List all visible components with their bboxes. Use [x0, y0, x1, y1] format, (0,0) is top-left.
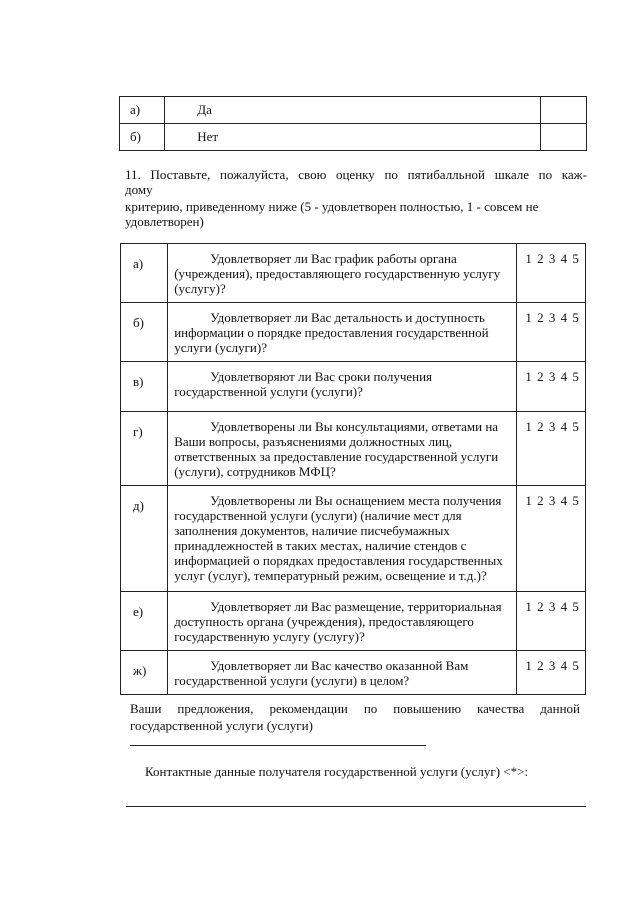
score-scale[interactable]: 1 2 3 4 5: [517, 651, 586, 695]
criterion-question: [168, 592, 517, 651]
question-line: принадлежностей в таких местах, наличие стендов с: [174, 538, 467, 553]
question-line: Ваши вопросы, разъяснениями должностных лиц,: [174, 434, 453, 449]
rating-table: [120, 243, 586, 695]
answer-cell[interactable]: [541, 124, 587, 151]
rating-row: [121, 651, 586, 695]
question-line: Удовлетворяет ли Вас график работы органа: [210, 251, 457, 266]
yes-no-table: [119, 96, 587, 151]
suggestions-line: государственной услуги (услуги): [130, 718, 313, 733]
criterion-question: [168, 486, 517, 592]
question-line: Удовлетворены ли Вы консультациями, ответами на: [210, 419, 499, 434]
criterion-question: [168, 412, 517, 486]
question-line: Удовлетворяет ли Вас детальность и доступность: [210, 310, 485, 325]
question-11-line: 11. Поставьте, пожалуйста, свою оценку по пятибалльной шкале по каж-: [125, 167, 587, 182]
row-letter: в): [121, 362, 168, 412]
row-letter: ж): [121, 651, 168, 695]
question-line: (учреждения), предоставляющего государственную услугу: [174, 266, 501, 281]
score-scale[interactable]: 1 2 3 4 5: [517, 412, 586, 486]
rating-row: [121, 412, 586, 486]
contact-input-line[interactable]: [126, 806, 586, 807]
question-line: государственную услугу (услугу)?: [174, 629, 365, 644]
suggestions-prompt: [130, 700, 580, 734]
criterion-question: [168, 244, 517, 303]
question-line: Удовлетворены ли Вы оснащением места получения: [210, 493, 502, 508]
rating-row: [121, 592, 586, 651]
row-letter: а): [120, 97, 165, 124]
answer-yes: Да: [165, 97, 541, 124]
row-letter: д): [121, 486, 168, 592]
row-letter: б): [120, 124, 165, 151]
question-11-line: критерию, приведенному ниже (5 - удовлетворен полностью, 1 - совсем не: [125, 199, 539, 214]
answer-cell[interactable]: [541, 97, 587, 124]
question-11: [125, 167, 587, 229]
question-11-line: удовлетворен): [125, 214, 204, 229]
table-row: [120, 97, 587, 124]
row-letter: е): [121, 592, 168, 651]
score-scale[interactable]: 1 2 3 4 5: [517, 244, 586, 303]
rating-row: [121, 362, 586, 412]
suggestions-input-line[interactable]: [130, 745, 426, 746]
question-line: информацией о порядках предоставления государственных: [174, 553, 503, 568]
score-scale[interactable]: 1 2 3 4 5: [517, 362, 586, 412]
question-line: заполнения документов, наличие писчебумажных: [174, 523, 450, 538]
question-line: (услуги), сотрудников МФЦ?: [174, 464, 336, 479]
row-letter: а): [121, 244, 168, 303]
score-scale[interactable]: 1 2 3 4 5: [517, 303, 586, 362]
question-line: государственной услуги (услуги)?: [174, 384, 363, 399]
suggestions-line: Ваши предложения, рекомендации по повышению качества данной: [130, 701, 580, 716]
criterion-question: [168, 362, 517, 412]
score-scale[interactable]: 1 2 3 4 5: [517, 592, 586, 651]
contact-label: Контактные данные получателя государственной услуги (услуг) <*>:: [145, 764, 529, 779]
criterion-question: [168, 303, 517, 362]
question-line: Удовлетворяют ли Вас сроки получения: [210, 369, 433, 384]
question-line: Удовлетворяет ли Вас размещение, территориальная: [210, 599, 502, 614]
question-line: услуги (услуги)?: [174, 340, 267, 355]
criterion-question: [168, 651, 517, 695]
question-line: (услугу)?: [174, 281, 226, 296]
question-line: услуг (услуг), температурный режим, освещение и т.д.)?: [174, 568, 487, 583]
question-line: государственной услуги (услуги) (наличие мест для: [174, 508, 462, 523]
score-scale[interactable]: 1 2 3 4 5: [517, 486, 586, 592]
rating-row: [121, 486, 586, 592]
question-line: государственной услуги (услуги) в целом?: [174, 673, 410, 688]
rating-row: [121, 244, 586, 303]
answer-no: Нет: [165, 124, 541, 151]
rating-row: [121, 303, 586, 362]
question-line: информации о порядке предоставления государственной: [174, 325, 489, 340]
table-row: [120, 124, 587, 151]
question-line: ответственных за предоставление государственной услуги: [174, 449, 499, 464]
row-letter: б): [121, 303, 168, 362]
row-letter: г): [121, 412, 168, 486]
question-11-line: дому: [125, 182, 153, 197]
question-line: Удовлетворяет ли Вас качество оказанной Вам: [210, 658, 469, 673]
question-line: доступность органа (учреждения), предоставляющего: [174, 614, 474, 629]
